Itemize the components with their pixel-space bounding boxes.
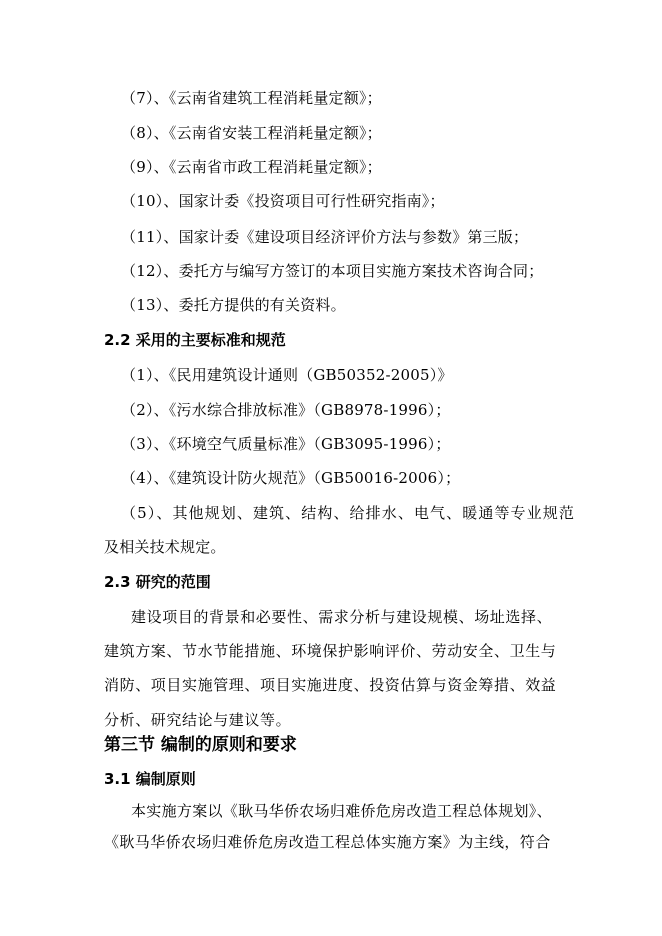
reference-item-11: （11）、国家计委《建设项目经济评价方法与参数》第三版；: [121, 228, 529, 246]
reference-item-8: （8）、《云南省安装工程消耗量定额》；: [121, 124, 382, 142]
section-heading-2-2: 2.2 采用的主要标准和规范: [104, 331, 286, 349]
standard-item-4: （4）、《建筑设计防火规范》（GB50016-2006）；: [121, 469, 461, 487]
scope-paragraph-line-3: 消防、项目实施管理、项目实施进度、投资估算与资金筹措、效益: [104, 676, 557, 694]
reference-item-9: （9）、《云南省市政工程消耗量定额》；: [121, 158, 382, 176]
section-heading-3-1: 3.1 编制原则: [104, 770, 196, 788]
standard-item-1: （1）、《民用建筑设计通则（GB50352-2005）》: [121, 366, 453, 384]
scope-paragraph-line-1: 建设项目的背景和必要性、需求分析与建设规模、场址选择、: [131, 608, 553, 626]
standard-item-2: （2）、《污水综合排放标准》（GB8978-1996）；: [121, 401, 451, 419]
chapter-heading-3: 第三节 编制的原则和要求: [104, 735, 297, 755]
standard-item-3: （3）、《环境空气质量标准》（GB3095-1996）；: [121, 435, 451, 453]
reference-item-12: （12）、委托方与编写方签订的本项目实施方案技术咨询合同；: [121, 262, 544, 280]
section-heading-2-3: 2.3 研究的范围: [104, 573, 211, 591]
standard-item-5: （5）、其他规划、建筑、结构、给排水、电气、暖通等专业规范: [121, 504, 575, 522]
scope-paragraph-line-2: 建筑方案、节水节能措施、环境保护影响评价、劳动安全、卫生与: [104, 642, 557, 660]
principle-paragraph-line-1: 本实施方案以《耿马华侨农场归难侨危房改造工程总体规划》、: [131, 802, 552, 820]
principle-paragraph-line-2: 《耿马华侨农场归难侨危房改造工程总体实施方案》为主线，符合: [104, 833, 551, 851]
standard-item-5-continued: 及相关技术规定。: [104, 538, 226, 556]
reference-item-7: （7）、《云南省建筑工程消耗量定额》；: [121, 89, 382, 107]
scope-paragraph-line-4: 分析、研究结论与建议等。: [104, 711, 292, 729]
reference-item-10: （10）、国家计委《投资项目可行性研究指南》；: [121, 192, 445, 210]
reference-item-13: （13）、委托方提供的有关资料。: [121, 296, 346, 314]
